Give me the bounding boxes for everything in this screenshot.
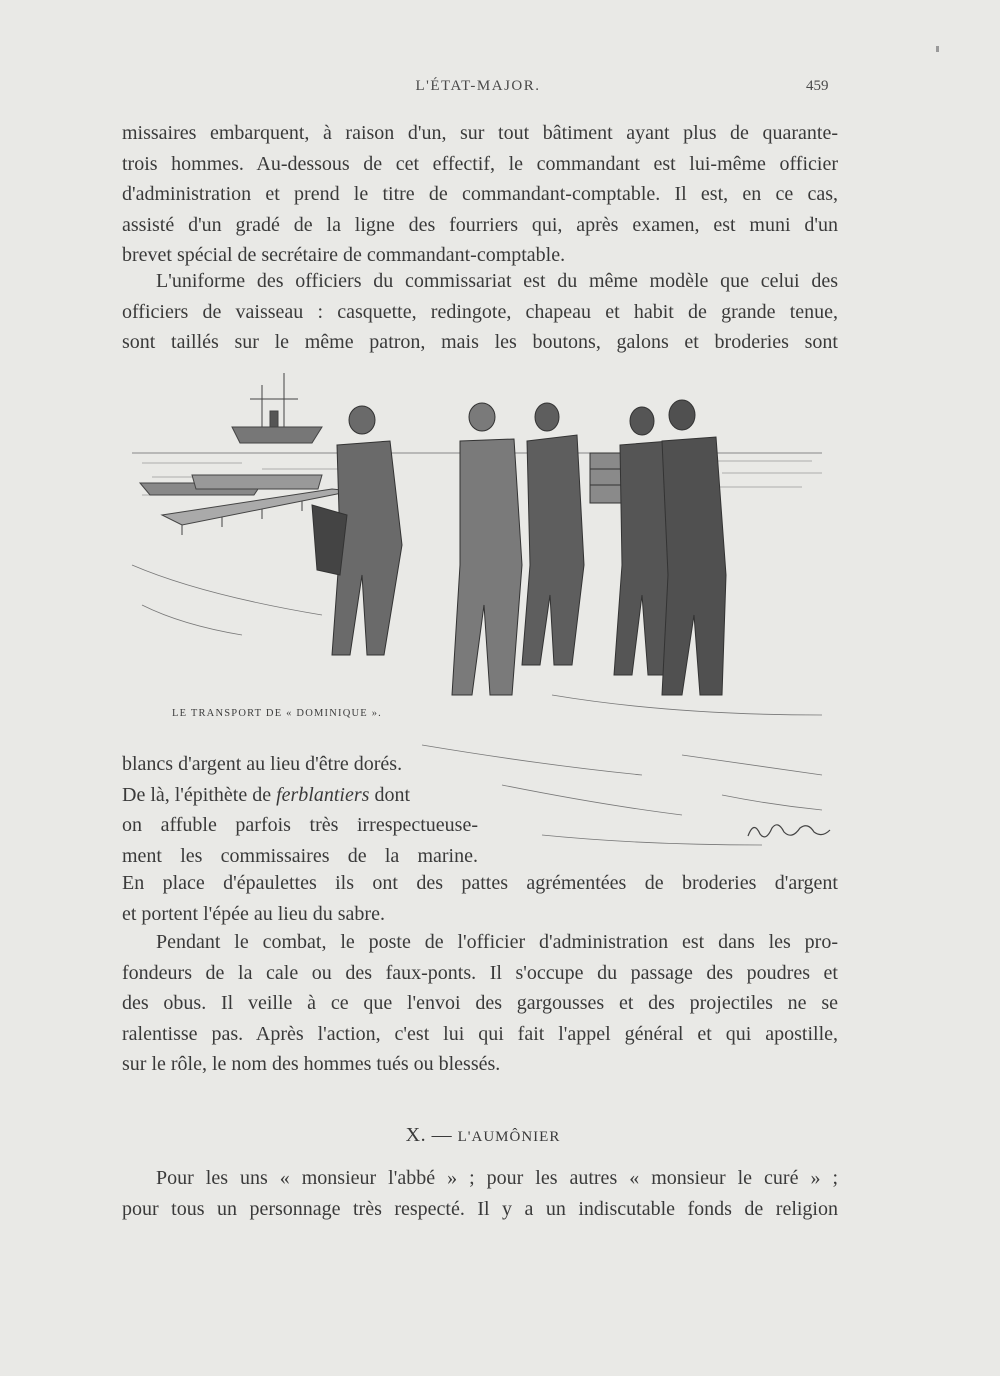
text-line: brevet spécial de secrétaire de commandant-comptable. (122, 244, 566, 266)
text-line: fondeurs de la cale ou des faux-ponts. Il s'occupe du passage des poudres et (122, 961, 838, 984)
text-line: ralentisse pas. Après l'action, c'est lui qui fait l'appel général et qui apostille, (122, 1022, 838, 1045)
sailor-figure (662, 400, 726, 695)
text-line: blancs d'argent au lieu d'être dorés. (122, 753, 403, 775)
ink-speck (936, 46, 939, 52)
sailor-figure (452, 403, 522, 695)
text-line: sur le rôle, le nom des hommes tués ou blessés. (122, 1053, 501, 1075)
text-line: pour tous un personnage très respecté. Il y a un indiscutable fonds de religion (122, 1197, 838, 1220)
text-line: on affuble parfois très irrespectueuse- (122, 814, 478, 836)
text-line: d'administration et prend le titre de commandant-comptable. Il est, en ce cas, (122, 183, 838, 205)
text-line: En place d'épaulettes ils ont des pattes agrémentées de broderies d'argent (122, 872, 838, 894)
italic-term: ferblantiers (276, 783, 370, 806)
text-line: sont taillés sur le même patron, mais les boutons, galons et broderies sont (122, 331, 838, 353)
text-line: des obus. Il veille à ce que l'envoi des gargousses et des projectiles ne se (122, 992, 838, 1014)
section-title: L'AUMÔNIER (457, 1129, 561, 1145)
figure-caption: LE TRANSPORT DE « DOMINIQUE ». (172, 708, 382, 719)
paragraph-1 (122, 118, 838, 271)
rowboat (140, 475, 322, 495)
text-line: Pour les uns « monsieur l'abbé » ; pour les autres « monsieur le curé » ; (156, 1167, 838, 1189)
text-line: missaires embarquent, à raison d'un, sur tout bâtiment ayant plus de quarante- (122, 122, 838, 144)
paragraph-2-end (122, 868, 838, 929)
text-line-with-italic (122, 780, 478, 811)
steamship (232, 373, 322, 443)
section-heading (0, 1124, 966, 1147)
text-line: ment les commissaires de la marine. (122, 844, 478, 867)
text-line: Pendant le combat, le poste de l'officier d'administration est dans les pro- (156, 931, 838, 953)
text-line: assisté d'un gradé de la ligne des fourriers qui, après examen, est muni d'un (122, 213, 838, 236)
sailor-figure (522, 403, 584, 665)
page-number: 459 (806, 78, 829, 94)
paragraph-4 (122, 1163, 838, 1224)
section-number: X. — (405, 1124, 458, 1146)
paragraph-2 (122, 266, 838, 358)
running-head (0, 78, 1000, 102)
text-line: et portent l'épée au lieu du sabre. (122, 902, 385, 925)
paragraph-3 (122, 927, 838, 1080)
text-segment: dont (369, 783, 410, 806)
text-line: L'uniforme des officiers du commissariat est du même modèle que celui des (156, 270, 838, 292)
running-title: L'ÉTAT-MAJOR. (415, 78, 541, 94)
sailor-figure (312, 406, 402, 655)
text-line: officiers de vaisseau : casquette, redingote, chapeau et habit de grande tenue, (122, 300, 838, 323)
paragraph-2-wrap (122, 749, 838, 871)
text-segment: De là, l'épithète de (122, 783, 277, 806)
text-line: trois hommes. Au-dessous de cet effectif, le commandant est lui-même officier (122, 152, 838, 175)
